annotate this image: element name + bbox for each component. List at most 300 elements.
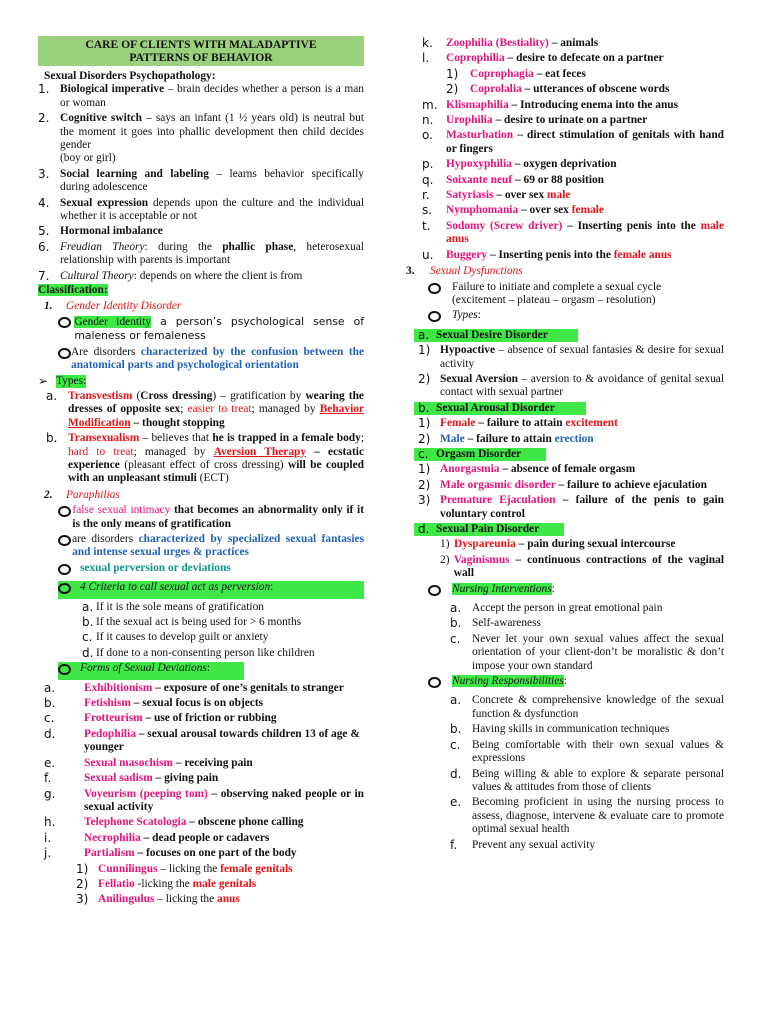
text-span: – direct stimulation of genitals with hand or fingers <box>446 129 724 155</box>
text-span: – sexual arousal towards children 13 of age & younger <box>84 727 360 754</box>
text-span: (pleasant effect of cross dressing) <box>119 458 289 471</box>
list-item <box>38 772 364 785</box>
list-item <box>38 225 364 238</box>
list-item <box>414 344 724 371</box>
text-span: female anus <box>613 248 672 261</box>
list-item <box>414 174 724 187</box>
text-span: u. <box>422 247 434 262</box>
list-item <box>414 463 724 476</box>
text-span: – desire to defecate on a partner <box>504 52 664 65</box>
text-span: b. <box>450 722 462 737</box>
text-span: – thought stopping <box>130 416 225 429</box>
text-span: – absence of sexual fantasies & desire for sexual activity <box>440 344 724 370</box>
text-span: Failure to initiate and complete a sexual cycle <box>452 280 662 293</box>
text-span: Soixante neuf <box>446 173 513 186</box>
text-span: 1. <box>38 82 50 97</box>
text-span: Having skills in communication techniques <box>472 723 670 736</box>
text-span: Masturbation <box>446 129 514 142</box>
text-span: Types <box>452 309 478 322</box>
text-span: Hypoactive <box>440 344 496 357</box>
sub-list-item <box>76 893 364 906</box>
list-item <box>440 538 724 551</box>
bullet-item <box>58 346 364 373</box>
text-span: Sexual Desire Disorder <box>436 328 548 341</box>
circle-bullet-icon <box>58 506 71 517</box>
circle-bullet-icon <box>58 317 71 328</box>
text-span: – failure to attain <box>464 432 555 445</box>
text-span: ( <box>132 389 141 402</box>
text-span: Hormonal imbalance <box>60 225 163 238</box>
list-item <box>82 601 364 614</box>
text-span: Are disorders <box>71 345 141 358</box>
text-span: Paraphilias <box>66 488 120 501</box>
text-span: 1) <box>76 861 89 876</box>
list-item <box>38 83 364 110</box>
text-span: anus <box>217 893 240 906</box>
text-span: – Introducing enema into the anus <box>508 98 679 111</box>
text-span: excitement <box>565 417 618 430</box>
text-span: Self-awareness <box>472 617 541 630</box>
sub-list-item <box>446 83 724 96</box>
text-span: – focuses on one part of the body <box>134 847 297 860</box>
text-span: male <box>547 189 571 202</box>
text-span: – ecstatic experience <box>68 445 365 471</box>
text-span: c. <box>418 446 429 461</box>
arrow-bullet-icon: ➢ <box>38 373 49 388</box>
bullet-item <box>58 315 364 344</box>
text-span: g. <box>44 786 56 801</box>
list-item <box>414 52 724 65</box>
text-span: – Inserting penis into the <box>487 248 614 261</box>
list-item <box>414 114 724 127</box>
text-span: Becoming proficient in using the nursing process to assess, diagnose, intervene & evaluate care to promote optimal sexual health <box>472 796 724 836</box>
text-span: s. <box>422 203 433 218</box>
list-item <box>414 479 724 492</box>
text-span: – sexual focus is on objects <box>130 697 264 710</box>
text-span: q. <box>422 172 434 187</box>
text-span: a. <box>418 327 430 342</box>
text-span: f. <box>44 771 52 786</box>
text-span: CARE OF CLIENTS WITH MALADAPTIVE <box>85 38 317 51</box>
text-span: Telephone Scatologia <box>84 816 187 829</box>
sub-heading <box>414 329 724 342</box>
bullet-item: Forms of Sexual Deviations : <box>58 662 364 679</box>
text-span: 4 Criteria to call sexual act as perversion <box>80 581 271 594</box>
text-span: – absence of female orgasm <box>499 463 636 476</box>
text-span: h. <box>44 815 56 830</box>
list-item <box>414 189 724 202</box>
text-span: Transexualism <box>68 432 140 445</box>
list-item <box>414 373 724 400</box>
list-item <box>82 631 364 644</box>
text-span: Coprophilia <box>446 52 505 65</box>
bullet-item: 4 Criteria to call sexual act as perversion : <box>58 581 364 598</box>
text-span: depends upon the culture and the individual whether it is acceptable or not <box>60 196 364 223</box>
text-span: b. <box>82 615 94 630</box>
text-span: male genitals <box>192 877 257 890</box>
bullet-item: Types: <box>428 309 724 326</box>
text-span: Aversion Therapy <box>213 445 307 458</box>
text-span: phallic phase <box>222 240 294 253</box>
text-span: Accept the person in great emotional pain <box>472 602 663 615</box>
text-span: c. <box>450 631 461 646</box>
text-span: Sexual Aversion <box>440 372 518 385</box>
text-span: , heterosexual relationship with parents is important <box>60 240 364 267</box>
text-span: – aversion to & avoidance of genital sexual contact with sexual partner <box>440 372 724 399</box>
right-column <box>406 36 724 852</box>
list-item <box>414 129 724 156</box>
text-span: 2) <box>76 876 89 891</box>
list-item <box>82 616 364 629</box>
text-span: 2) <box>418 431 431 446</box>
text-span: ) – gratification by <box>212 389 306 402</box>
list-item <box>450 617 724 630</box>
text-span: ; managed by <box>133 445 214 458</box>
text-span: Sexual expression <box>60 196 149 209</box>
text-span: Buggery <box>446 248 488 261</box>
text-span: 7. <box>38 268 50 283</box>
text-span: Sexual Arousal Disorder <box>436 401 555 414</box>
text-span: Coprophagia <box>470 67 534 80</box>
text-span: Freudian Theory <box>60 240 145 253</box>
text-span: Sexual sadism <box>84 772 153 785</box>
bullet-item <box>58 504 364 531</box>
list-item <box>414 433 724 446</box>
circle-bullet-icon <box>58 564 71 575</box>
list-item <box>450 633 724 673</box>
list-item <box>38 832 364 845</box>
text-span: Gender identity <box>74 315 152 328</box>
list-item <box>414 158 724 171</box>
text-span: – obscene phone calling <box>186 816 304 829</box>
text-span: Cognitive switch <box>60 112 142 125</box>
text-span: Cunnilingus <box>98 862 158 875</box>
list-item <box>414 99 724 112</box>
list-item <box>38 197 364 224</box>
text-span: Forms of Sexual Deviations <box>80 662 207 675</box>
text-span: are disorders <box>72 533 139 545</box>
list-item <box>38 270 364 283</box>
text-span: Satyriasis <box>446 189 494 202</box>
text-span: Necrophilia <box>84 831 141 844</box>
text-span: d. <box>44 726 56 741</box>
text-span: Nursing Interventions <box>452 582 552 595</box>
text-span: b. <box>46 431 58 446</box>
text-span: t. <box>422 218 431 233</box>
text-span: – over sex <box>493 189 548 202</box>
text-span: a person’s psychological sense of maleness or femaleness <box>74 314 364 343</box>
bullet-item <box>428 281 724 308</box>
circle-bullet-icon <box>58 348 71 359</box>
circle-bullet-icon <box>428 311 441 322</box>
list-item <box>450 694 724 721</box>
text-span: If it causes to develop guilt or anxiety <box>96 631 269 644</box>
text-span: d. <box>82 645 94 660</box>
list-item <box>38 728 364 755</box>
text-span: 2. <box>38 111 50 126</box>
text-span: : depends on where the client is from <box>133 269 303 282</box>
section-heading <box>406 265 724 278</box>
text-span: f. <box>450 837 458 852</box>
text-span: – observing naked people or in sexual activity <box>84 787 364 813</box>
text-span: Being willing & able to explore & separate personal values & attitudes from those of clients <box>472 767 724 793</box>
text-span: e. <box>44 755 56 770</box>
text-span: Premature Ejaculation <box>440 494 556 507</box>
text-span: – pain during sexual intercourse <box>515 538 676 551</box>
text-span: false sexual intimacy <box>72 504 171 517</box>
text-span: Nymphomania <box>446 204 519 217</box>
text-span: Fetishism <box>84 697 131 710</box>
text-span: Vaginismus <box>453 553 510 566</box>
text-span: 3) <box>76 892 89 907</box>
list-item <box>38 757 364 770</box>
text-span: b. <box>418 400 430 415</box>
classification-heading: Classification: <box>38 284 108 297</box>
text-span: a. <box>44 680 56 695</box>
text-span: Coprolalia <box>470 83 522 96</box>
text-span: – brain decides whether a person is a man or woman <box>60 83 364 109</box>
text-span: 3. <box>406 265 415 278</box>
text-span: 4. <box>38 195 50 210</box>
text-span: female genitals <box>220 862 293 875</box>
text-span: 1) <box>418 416 431 431</box>
text-span: 2) <box>446 82 459 97</box>
list-item <box>414 417 724 430</box>
text-span: – over sex <box>518 204 572 217</box>
text-span: 2) <box>418 371 431 386</box>
text-span: – learns behavior specifically during adolescence <box>60 167 364 194</box>
text-span: a. <box>46 388 58 403</box>
list-item <box>414 204 724 217</box>
text-span: If it is the sole means of gratification <box>96 600 264 613</box>
list-item <box>82 647 364 660</box>
bullet-item: Nursing Interventions: <box>428 583 724 600</box>
text-span: – continuous contractions of the vaginal wall <box>453 553 724 580</box>
text-span: – licking the <box>154 893 217 906</box>
text-span: 2) <box>440 553 450 566</box>
text-span: Exhibitionism <box>84 681 153 694</box>
list-item <box>450 723 724 736</box>
list-item <box>450 796 724 836</box>
text-span: ; <box>360 432 364 445</box>
text-span: Female <box>440 417 476 430</box>
sub-heading <box>414 523 724 536</box>
text-span: Male <box>440 432 465 445</box>
text-span: m. <box>422 97 438 112</box>
circle-bullet-icon <box>58 535 71 546</box>
text-span: (ECT) <box>196 472 229 485</box>
text-span: Zoophilia (Bestiality) <box>446 37 549 49</box>
text-span: 2) <box>418 477 431 492</box>
list-item <box>450 768 724 795</box>
text-span: Partialism <box>84 847 135 860</box>
text-span: c. <box>44 711 55 726</box>
text-span: – exposure of one’s genitals to stranger <box>152 681 344 694</box>
text-span: characterized by specialized sexual fantasies and intense sexual urges & practices <box>72 533 365 559</box>
text-span: Anilingulus <box>98 893 155 906</box>
text-span: Prevent any sexual activity <box>472 838 596 851</box>
text-span: – oxygen deprivation <box>511 158 617 171</box>
text-span: that becomes an abnormality only if it is the only means of gratification <box>72 504 364 530</box>
sub-list-item <box>76 878 364 891</box>
list-item <box>414 220 724 247</box>
sub-heading <box>414 402 724 415</box>
list-item <box>46 390 364 430</box>
text-span: – receiving pain <box>172 756 253 769</box>
text-span: Transvestism <box>68 389 133 402</box>
text-span: will be coupled with an unpleasant stimuli <box>68 458 364 485</box>
circle-bullet-icon <box>428 283 441 294</box>
text-span: Dyspareunia <box>454 538 516 551</box>
text-span: he is trapped in a female body <box>212 432 361 445</box>
text-span: – 69 or 88 position <box>512 173 605 186</box>
text-span: female <box>571 204 604 217</box>
text-span: c. <box>82 630 93 645</box>
circle-bullet-icon <box>58 664 71 675</box>
text-span: – animals <box>548 37 599 49</box>
list-item <box>440 554 724 581</box>
text-span: sexual perversion or deviations <box>80 561 231 574</box>
left-column <box>38 0 364 907</box>
text-span: Sexual Pain Disorder <box>436 523 540 535</box>
text-span: l. <box>422 51 430 66</box>
list-item <box>38 112 364 166</box>
text-span: i. <box>44 830 52 845</box>
text-span: Voyeurism (peeping tom) <box>84 787 208 800</box>
text-span: 1) <box>440 538 450 551</box>
page-title <box>38 36 364 66</box>
text-span: Gender Identity Disorder <box>66 299 182 312</box>
bullet-item: Nursing Responsibilities: <box>428 675 724 692</box>
list-item <box>38 712 364 725</box>
list-item <box>450 602 724 615</box>
list-item <box>450 739 724 766</box>
circle-bullet-icon <box>428 677 441 688</box>
text-span: Social learning and labeling <box>60 167 209 180</box>
text-span: – Inserting penis into the <box>562 219 701 232</box>
text-span: 3. <box>38 166 50 181</box>
text-span: Sodomy (Screw driver) <box>446 219 563 232</box>
text-span: o. <box>422 128 433 143</box>
sub-list-item <box>446 68 724 81</box>
section-heading <box>38 300 364 313</box>
text-span: 2. <box>44 488 53 501</box>
text-span: Cultural Theory <box>60 269 134 282</box>
text-span: r. <box>422 188 430 203</box>
list-item <box>38 682 364 695</box>
text-span: Never let your own sexual values affect the sexual orientation of your client-don’t be moralistic & don’t impose your own standard <box>472 632 724 672</box>
text-span: PATTERNS OF BEHAVIOR <box>129 51 273 64</box>
list-item <box>38 697 364 710</box>
text-span: Concrete & comprehensive knowledge of the sexual function & dysfunction <box>472 694 724 720</box>
text-span: erection <box>554 432 594 445</box>
text-span: c. <box>450 737 461 752</box>
text-span: Biological imperative <box>60 83 165 96</box>
text-span: characterized by the confusion between the anatomical parts and psychological orientation <box>71 345 365 372</box>
text-span: – giving pain <box>152 772 219 785</box>
text-span: Fellatio <box>98 877 135 890</box>
types-heading <box>38 375 364 388</box>
text-span: 1. <box>44 299 53 312</box>
text-span: male anus <box>446 219 724 246</box>
text-span: e. <box>450 795 462 810</box>
section-heading: Sexual Disorders Psychopathology: <box>44 70 216 82</box>
circle-bullet-icon <box>428 585 441 596</box>
text-span: a. <box>450 693 462 708</box>
text-span: 1) <box>446 66 459 81</box>
text-span: (excitement – plateau – orgasm – resolution) <box>452 293 656 306</box>
text-span: Urophilia <box>446 114 493 127</box>
text-span: Male orgasmic disorder <box>440 478 556 491</box>
text-span: If done to a non-consenting person like children <box>96 646 315 659</box>
text-span: – eat feces <box>533 67 586 80</box>
text-span: Behavior Modification <box>68 403 364 429</box>
text-span: Sexual Dysfunctions <box>430 265 523 278</box>
text-span: -licking the <box>134 877 193 890</box>
text-span: – desire to urinate on a partner <box>492 114 648 127</box>
text-span: a. <box>82 599 94 614</box>
list-item <box>450 839 724 852</box>
text-span: Klismaphilia <box>446 98 509 111</box>
text-span: Anorgasmia <box>440 463 500 476</box>
text-span: – says an infant (1 ½ years old) is neutral but the moment it goes into phallic development then child decides gender <box>60 112 364 152</box>
text-span: Orgasm Disorder <box>436 447 522 460</box>
text-span: (boy or girl) <box>60 152 116 165</box>
text-span: n. <box>422 113 434 128</box>
text-span: Being comfortable with their own sexual values & expressions <box>472 738 724 765</box>
list-item <box>38 168 364 195</box>
text-span: b. <box>44 696 56 711</box>
text-span: wearing the dresses of opposite sex <box>68 389 364 416</box>
text-span: 5. <box>38 224 50 239</box>
bullet-item <box>58 562 364 579</box>
text-span: Types: <box>56 374 87 387</box>
text-span: Sexual masochism <box>84 756 173 769</box>
text-span: a. <box>450 601 462 616</box>
text-span: – licking the <box>157 862 221 875</box>
text-span: – failure to achieve ejaculation <box>555 478 707 491</box>
section-heading <box>38 489 364 502</box>
text-span: – failure to attain <box>475 417 566 430</box>
text-span: ; <box>180 403 188 416</box>
list-item <box>46 432 364 486</box>
list-item <box>414 37 724 50</box>
text-span: 3) <box>418 493 431 508</box>
text-span: d. <box>418 522 430 536</box>
text-span: hard to treat <box>68 445 134 458</box>
text-span: Pedophilia <box>84 727 136 740</box>
list-item <box>38 816 364 829</box>
text-span: 1) <box>418 343 431 358</box>
text-span: j. <box>44 846 52 861</box>
text-span: p. <box>422 157 434 172</box>
text-span: d. <box>450 766 462 781</box>
list-item <box>414 249 724 262</box>
text-span: Nursing Responsibilities <box>452 675 564 688</box>
text-span: – use of friction or rubbing <box>142 712 277 725</box>
circle-bullet-icon <box>58 583 71 594</box>
text-span: Cross dressing <box>140 389 213 402</box>
text-span: 1) <box>418 462 431 477</box>
list-item <box>414 494 724 521</box>
text-span: easier to treat <box>187 403 252 416</box>
sub-list-item <box>76 863 364 876</box>
text-span: Frotteurism <box>84 712 143 725</box>
text-span: – dead people or cadavers <box>140 831 270 844</box>
text-span: If the sexual act is being used for > 6 months <box>96 616 302 629</box>
text-span: – failure of the penis to gain voluntary control <box>440 494 724 520</box>
text-span: – believes that <box>139 432 213 445</box>
